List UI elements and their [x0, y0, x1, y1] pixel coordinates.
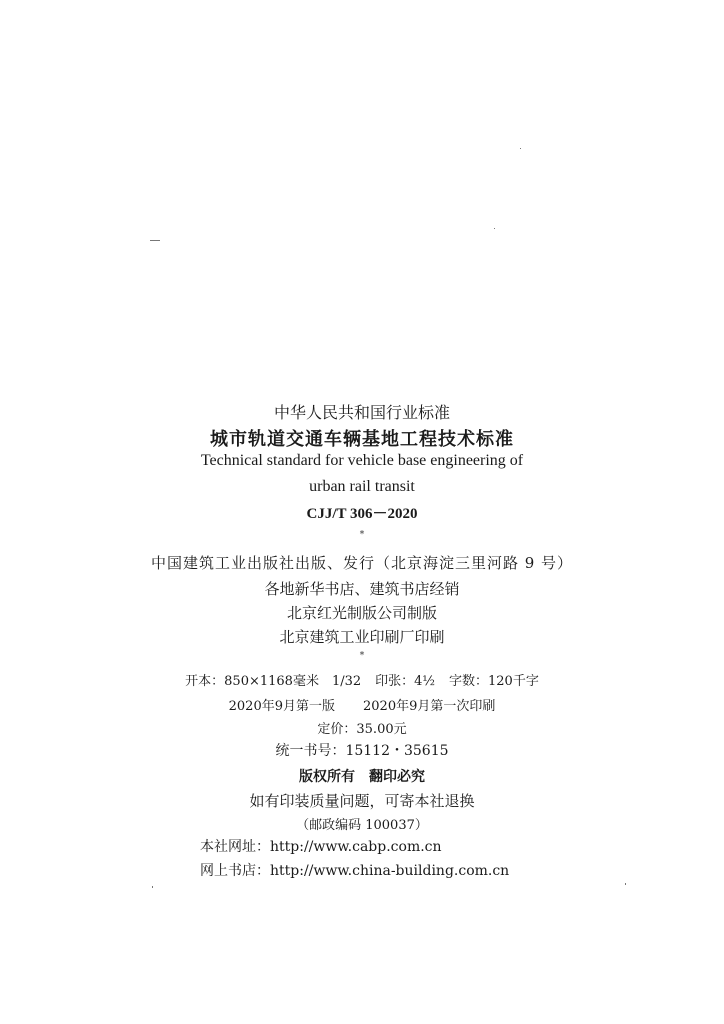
- edition-line: [0, 695, 724, 714]
- unified-book-number: 统一书号：15112・35615: [275, 743, 449, 759]
- format-size: 开本：850×1168毫米 1/32: [185, 674, 362, 689]
- price-line: 定价：35.00元: [317, 722, 407, 737]
- distributor-line: 各地新华书店、建筑书店经销: [264, 580, 460, 598]
- standard-code: CJJ/T 306－2020: [306, 506, 418, 522]
- title-english-line-1: Technical standard for vehicle base engineering of: [200, 452, 524, 469]
- standard-series-label: 中华人民共和国行业标准: [273, 403, 450, 422]
- plate-maker-line: 北京红光制版公司制版: [286, 604, 437, 622]
- edition: 2020年9月第一版: [228, 699, 335, 714]
- title-english-line-2: urban rail transit: [309, 478, 415, 495]
- word-count: 字数：120千字: [449, 674, 539, 689]
- copyright-reserved: 版权所有: [299, 769, 355, 785]
- printer-line: 北京建筑工业印刷厂印刷: [279, 628, 445, 646]
- separator-star: *: [359, 651, 365, 661]
- publisher-line: 中国建筑工业出版社出版、发行（北京海淀三里河路 9 号）: [150, 554, 574, 572]
- title-chinese: 城市轨道交通车辆基地工程技术标准: [210, 429, 514, 450]
- separator-star: *: [359, 530, 365, 540]
- printing: 2020年9月第一次印刷: [363, 699, 496, 714]
- online-store: 网上书店：http://www.china-building.com.cn: [200, 863, 510, 879]
- scan-speck: [494, 228, 495, 229]
- quality-note: 如有印装质量问题，可寄本社退换: [249, 792, 475, 810]
- format-specs-line: [0, 670, 724, 689]
- scan-speck: [152, 886, 153, 888]
- print-sheets: 印张：4½: [375, 674, 436, 689]
- publisher-website: 本社网址：http://www.cabp.com.cn: [200, 839, 442, 855]
- scan-speck: [520, 148, 521, 149]
- scan-speck: [150, 240, 160, 241]
- postal-code: （邮政编码 100037）: [296, 818, 428, 833]
- copyright-no-reprint: 翻印必究: [369, 769, 425, 785]
- copyright-line: [0, 766, 724, 786]
- scan-speck: [625, 883, 626, 885]
